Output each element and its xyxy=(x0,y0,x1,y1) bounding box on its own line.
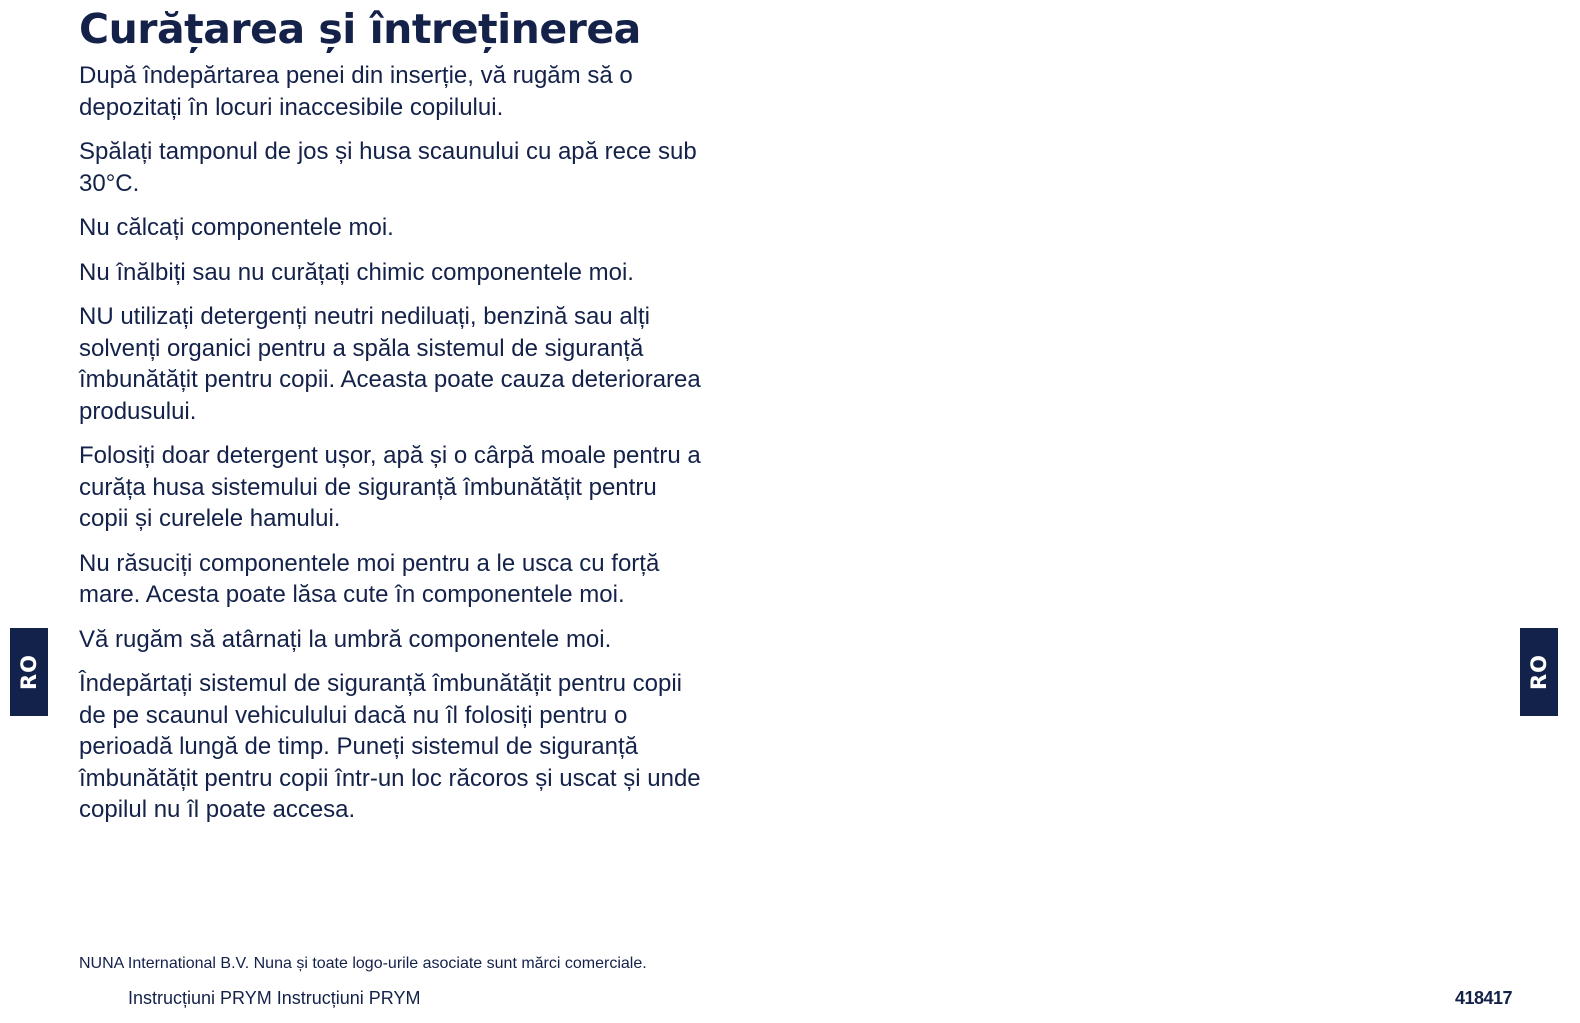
instruction-paragraph: Spălați tamponul de jos și husa scaunului cu apă rece sub 30°C. xyxy=(79,138,697,197)
language-tab-left xyxy=(10,628,48,716)
language-tab-label: RO xyxy=(1527,653,1551,691)
language-tab-label: RO xyxy=(17,653,41,691)
footer-document-number: 418417 xyxy=(1455,988,1513,1008)
trademark-notice: NUNA International B.V. Nuna și toate logo-urile asociate sunt mărci comerciale. xyxy=(79,955,647,972)
instruction-paragraph: NU utilizați detergenți neutri nediluați, benzină sau alți solvenți organici pentru a spăla sistemul de siguranță îmbunătățit pentru copii. Aceasta poate cauza deteriorarea produsului. xyxy=(79,303,701,425)
instruction-paragraph: Nu înălbiți sau nu curățați chimic componentele moi. xyxy=(79,258,634,286)
footer-document-title: Instrucțiuni PRYM Instrucțiuni PRYM xyxy=(128,988,421,1008)
instruction-paragraph: După îndepărtarea penei din inserție, vă rugăm să o depozitați în locuri inaccesibile copilului. xyxy=(79,62,633,121)
instruction-paragraph: Folosiți doar detergent ușor, apă și o cârpă moale pentru a curăța husa sistemului de siguranță îmbunătățit pentru copii și curelele hamului. xyxy=(79,442,701,532)
cleaning-instructions xyxy=(79,60,709,839)
instruction-paragraph: Îndepărtați sistemul de siguranță îmbunătățit pentru copii de pe scaunul vehiculului dacă nu îl folosiți pentru o perioadă lungă de timp. Puneți sistemul de siguranță îmbunătățit pentru copii într-un loc răcoros și uscat și unde copilul nu îl poate accesa. xyxy=(79,670,701,823)
instruction-paragraph: Nu călcați componentele moi. xyxy=(79,214,394,241)
page-title: Curățarea și întreținerea xyxy=(79,5,641,53)
language-tab-right xyxy=(1520,628,1558,716)
instruction-paragraph: Vă rugăm să atârnați la umbră componentele moi. xyxy=(79,625,612,653)
instruction-paragraph: Nu răsuciți componentele moi pentru a le usca cu forță mare. Acesta poate lăsa cute în componentele moi. xyxy=(79,549,660,608)
